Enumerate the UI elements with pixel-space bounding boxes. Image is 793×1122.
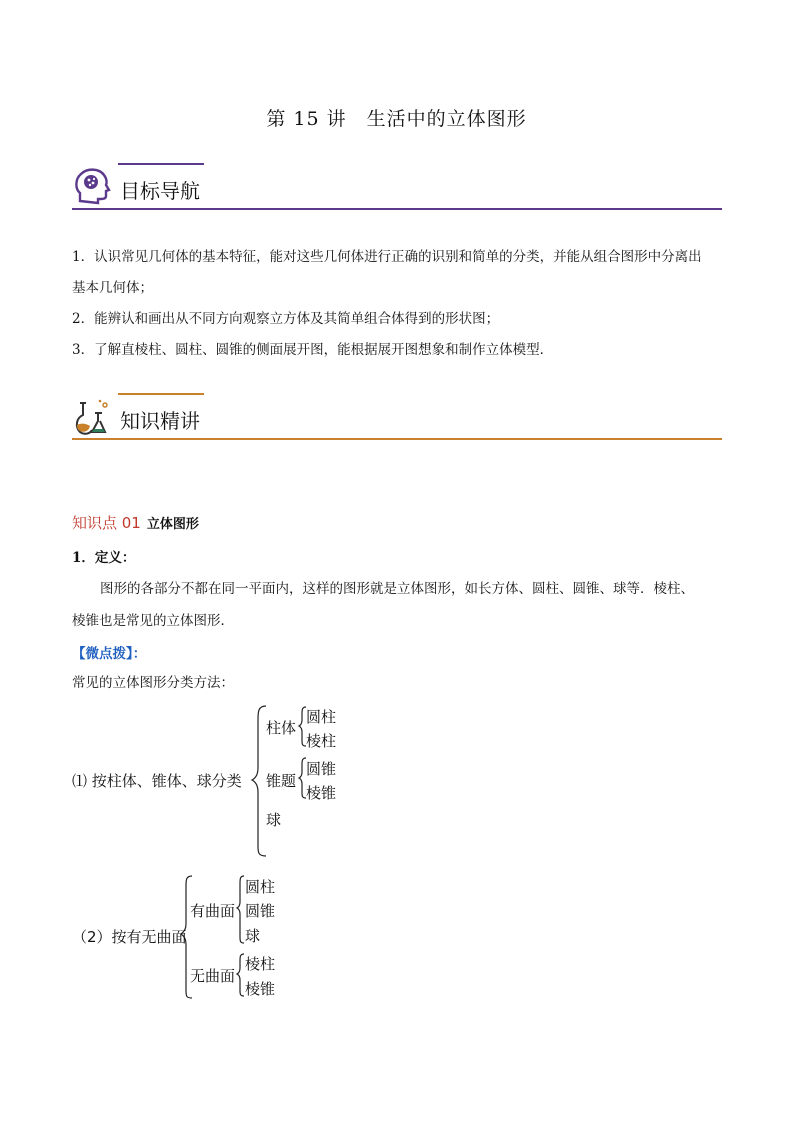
- tree2-you-item: 圆柱: [245, 878, 276, 896]
- section-label: 目标导航: [120, 179, 200, 203]
- tree2-you: 有曲面: [190, 902, 236, 920]
- tree1-zhui: 锥题: [266, 772, 297, 790]
- definition-heading: 1．定义：: [72, 550, 136, 566]
- definition-line-1: 图形的各部分不都在同一平面内，这样的图形就是立体图形，如长方体、圆柱、圆锥、球等．棱柱、: [100, 581, 694, 597]
- kp-prefix: 知识点 01: [72, 514, 141, 532]
- goal-item-1a: 1．认识常见几何体的基本特征，能对这些几何体进行正确的识别和简单的分类，并能从组合图形中分离出: [72, 249, 702, 265]
- tree1-root: ⑴ 按柱体、锥体、球分类: [72, 772, 242, 790]
- definition-line-2: 棱锥也是常见的立体图形．: [72, 613, 234, 629]
- tree2-wu-item: 棱锥: [245, 980, 276, 998]
- tree2-wu-item: 棱柱: [245, 955, 276, 973]
- tree2-root: （2）按有无曲面: [72, 928, 187, 946]
- goal-item-3: 3．了解直棱柱、圆柱、圆锥的侧面展开图，能根据展开图想象和制作立体模型．: [72, 342, 554, 358]
- tree1-zhu-item: 圆柱: [306, 708, 337, 726]
- tree1-zhui-item: 圆锥: [306, 760, 337, 778]
- tree1-qiu: 球: [266, 811, 282, 829]
- tree2-you-item: 球: [245, 927, 261, 945]
- page-title: 第 15 讲 生活中的立体图形: [266, 108, 527, 130]
- tree2-you-item: 圆锥: [245, 902, 276, 920]
- tree1-zhu: 柱体: [266, 719, 297, 737]
- goal-item-1b: 基本几何体；: [72, 280, 153, 296]
- kp-name: 立体图形: [146, 517, 199, 532]
- tree1-zhui-item: 棱锥: [306, 784, 337, 802]
- tree1-zhu-item: 棱柱: [306, 732, 337, 750]
- section-label: 知识精讲: [120, 409, 200, 433]
- classify-intro: 常见的立体图形分类方法：: [72, 675, 234, 691]
- note-label: 【微点拨】：: [72, 646, 147, 662]
- tree2-wu: 无曲面: [190, 967, 236, 985]
- goal-item-2: 2．能辨认和画出从不同方向观察立方体及其简单组合体得到的形状图；: [72, 311, 500, 327]
